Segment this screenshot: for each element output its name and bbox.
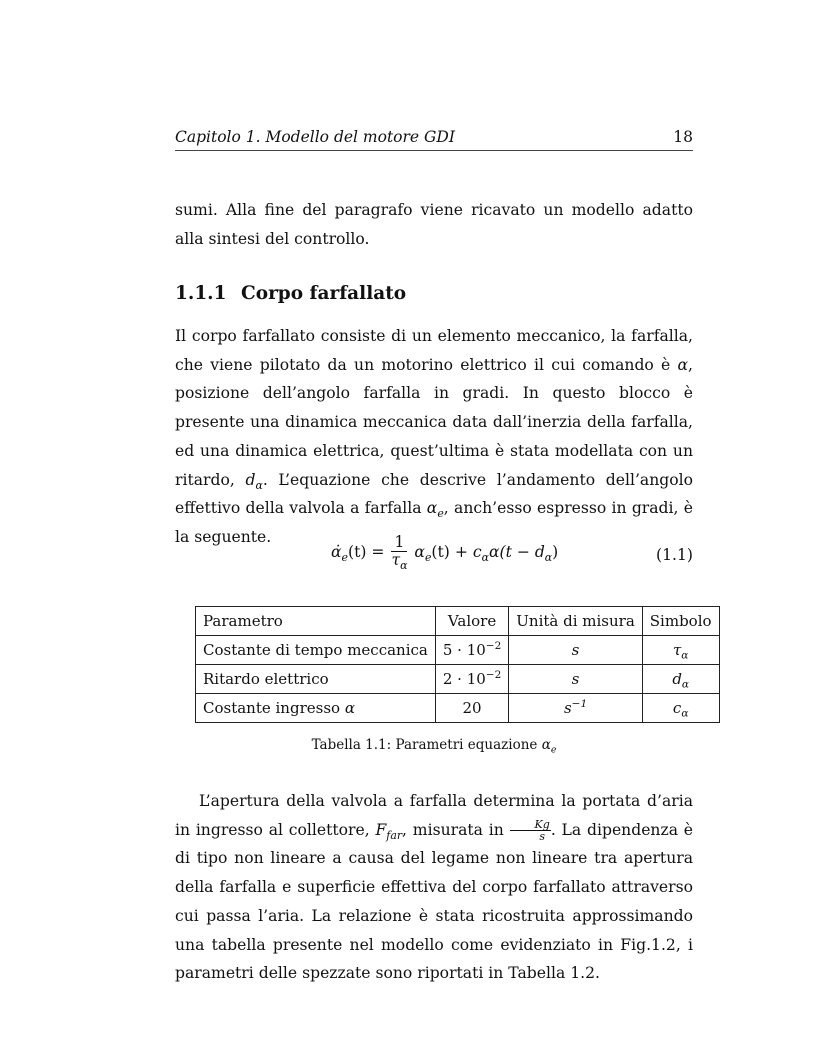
unit-fraction — [510, 819, 551, 842]
eq-sub: α — [544, 550, 553, 564]
symbol-sub: α — [681, 707, 689, 720]
value-base: 5 · 10 — [442, 641, 486, 659]
math-sub: e — [437, 507, 444, 521]
table-caption — [175, 737, 693, 756]
eq-text: (t) = — [348, 542, 385, 561]
eq-lhs — [331, 542, 385, 564]
eq-fraction — [391, 533, 408, 572]
math-alpha: α — [677, 355, 689, 374]
caption-symbol: α — [541, 737, 551, 753]
table-header: Unità di misura — [509, 607, 643, 636]
symbol-sub: α — [681, 678, 690, 691]
table-cell-param: Ritardo elettrico — [196, 665, 436, 694]
math-sub: α — [255, 478, 263, 492]
table-cell-value — [435, 636, 508, 665]
value-exp: −2 — [485, 640, 502, 653]
symbol: d — [672, 670, 682, 688]
value-base: 20 — [462, 699, 482, 717]
symbol: τ — [672, 641, 682, 659]
eq-symbol: τ — [391, 551, 401, 569]
table-cell-param — [196, 694, 436, 723]
eq-symbol: α̇ — [331, 542, 342, 561]
section-number: 1.1.1 — [175, 283, 227, 304]
table-cell-value — [435, 665, 508, 694]
caption-text: Tabella 1.1: Parametri equazione — [311, 737, 542, 753]
equation-1-1 — [175, 534, 693, 578]
table-header: Simbolo — [642, 607, 719, 636]
param-symbol: α — [344, 699, 355, 717]
table-cell-symbol — [642, 694, 719, 723]
text-run: , posizione dell’angolo farfalla in gradi. In questo blocco è presente una dinamica meccanica data dall’inerzia della farfalla, ed una dinamica elettrica, quest’ultima è stata modellata con un ritardo, — [175, 355, 693, 489]
text-run: , misurata in — [402, 820, 510, 839]
table-cell-value — [435, 694, 508, 723]
value-exp: −2 — [485, 669, 502, 682]
eq-sub: e — [424, 550, 432, 564]
table-row — [196, 636, 720, 665]
symbol: c — [672, 699, 682, 717]
section-title: Corpo farfallato — [241, 283, 407, 304]
parameters-table — [195, 606, 720, 723]
table-cell-param: Costante di tempo meccanica — [196, 636, 436, 665]
paragraph-apertura — [175, 787, 693, 988]
unit: s — [563, 699, 572, 717]
section-heading — [175, 283, 406, 304]
eq-text: (t) + — [431, 542, 473, 561]
eq-sub: α — [481, 550, 489, 564]
symbol-sub: α — [681, 649, 689, 662]
table-row — [196, 694, 720, 723]
value-base: 2 · 10 — [442, 670, 486, 688]
table-header: Valore — [435, 607, 508, 636]
eq-sub: e — [341, 550, 348, 564]
table-cell-unit — [509, 636, 643, 665]
caption-sub: e — [550, 744, 557, 756]
running-header — [175, 126, 693, 151]
table-cell-unit — [509, 694, 643, 723]
unit-den: s — [539, 830, 545, 844]
page-number: 18 — [673, 128, 693, 146]
eq-text: α(t − d — [488, 542, 545, 561]
eq-text: ) — [552, 542, 559, 561]
param-text: Costante ingresso — [203, 699, 345, 717]
math-alpha-e: α — [426, 499, 438, 518]
unit-num: Kg — [510, 819, 551, 831]
paragraph-corpo-farfallato — [175, 322, 693, 552]
table-header-row — [196, 607, 720, 636]
intro-paragraph: sumi. Alla fine del paragrafo viene ricavato un modello adatto alla sintesi del controllo. — [175, 201, 693, 248]
math-sub: far — [386, 828, 403, 842]
eq-symbol: c — [472, 542, 482, 561]
equation-formula — [331, 534, 558, 578]
table-row — [196, 665, 720, 694]
equation-number: (1.1) — [656, 546, 693, 564]
unit: s — [571, 641, 580, 659]
table-cell-symbol — [642, 665, 719, 694]
text-run: Il corpo farfallato consiste di un elemento meccanico, la farfalla, che viene pilotato da un motorino elettrico il cui comando è — [175, 327, 693, 374]
chapter-title: Capitolo 1. Modello del motore GDI — [175, 128, 455, 146]
eq-frac-num: 1 — [391, 534, 407, 552]
unit-exp: −1 — [571, 698, 588, 711]
table-header: Parametro — [196, 607, 436, 636]
math-F: F — [375, 820, 387, 839]
text-run: , anch’esso espresso in gradi, è la seguente. — [175, 499, 693, 546]
unit: s — [571, 670, 580, 688]
eq-symbol: α — [414, 542, 425, 561]
eq-rhs — [414, 542, 559, 564]
text-run: . La dipendenza è di tipo non lineare a causa del legame non lineare tra apertura della farfalla e superficie effettiva del corpo farfallato attraverso cui passa l’aria. La relazione è stata ricostruita approssimando una tabella presente nel modello come evidenziato in Fig.1.2, i parametri delle spezzate sono riportati in Tabella 1.2. — [175, 820, 694, 983]
text-run: L’apertura della valvola a farfalla determina la portata d’aria in ingresso al collettore, — [175, 792, 693, 839]
eq-sub: α — [400, 558, 408, 572]
table-cell-unit — [509, 665, 643, 694]
eq-frac-den — [391, 551, 408, 572]
math-d: d — [245, 470, 256, 489]
text-run: . L’equazione che descrive l’andamento dell’angolo effettivo della valvola a farfalla — [175, 470, 693, 518]
table-cell-symbol — [642, 636, 719, 665]
